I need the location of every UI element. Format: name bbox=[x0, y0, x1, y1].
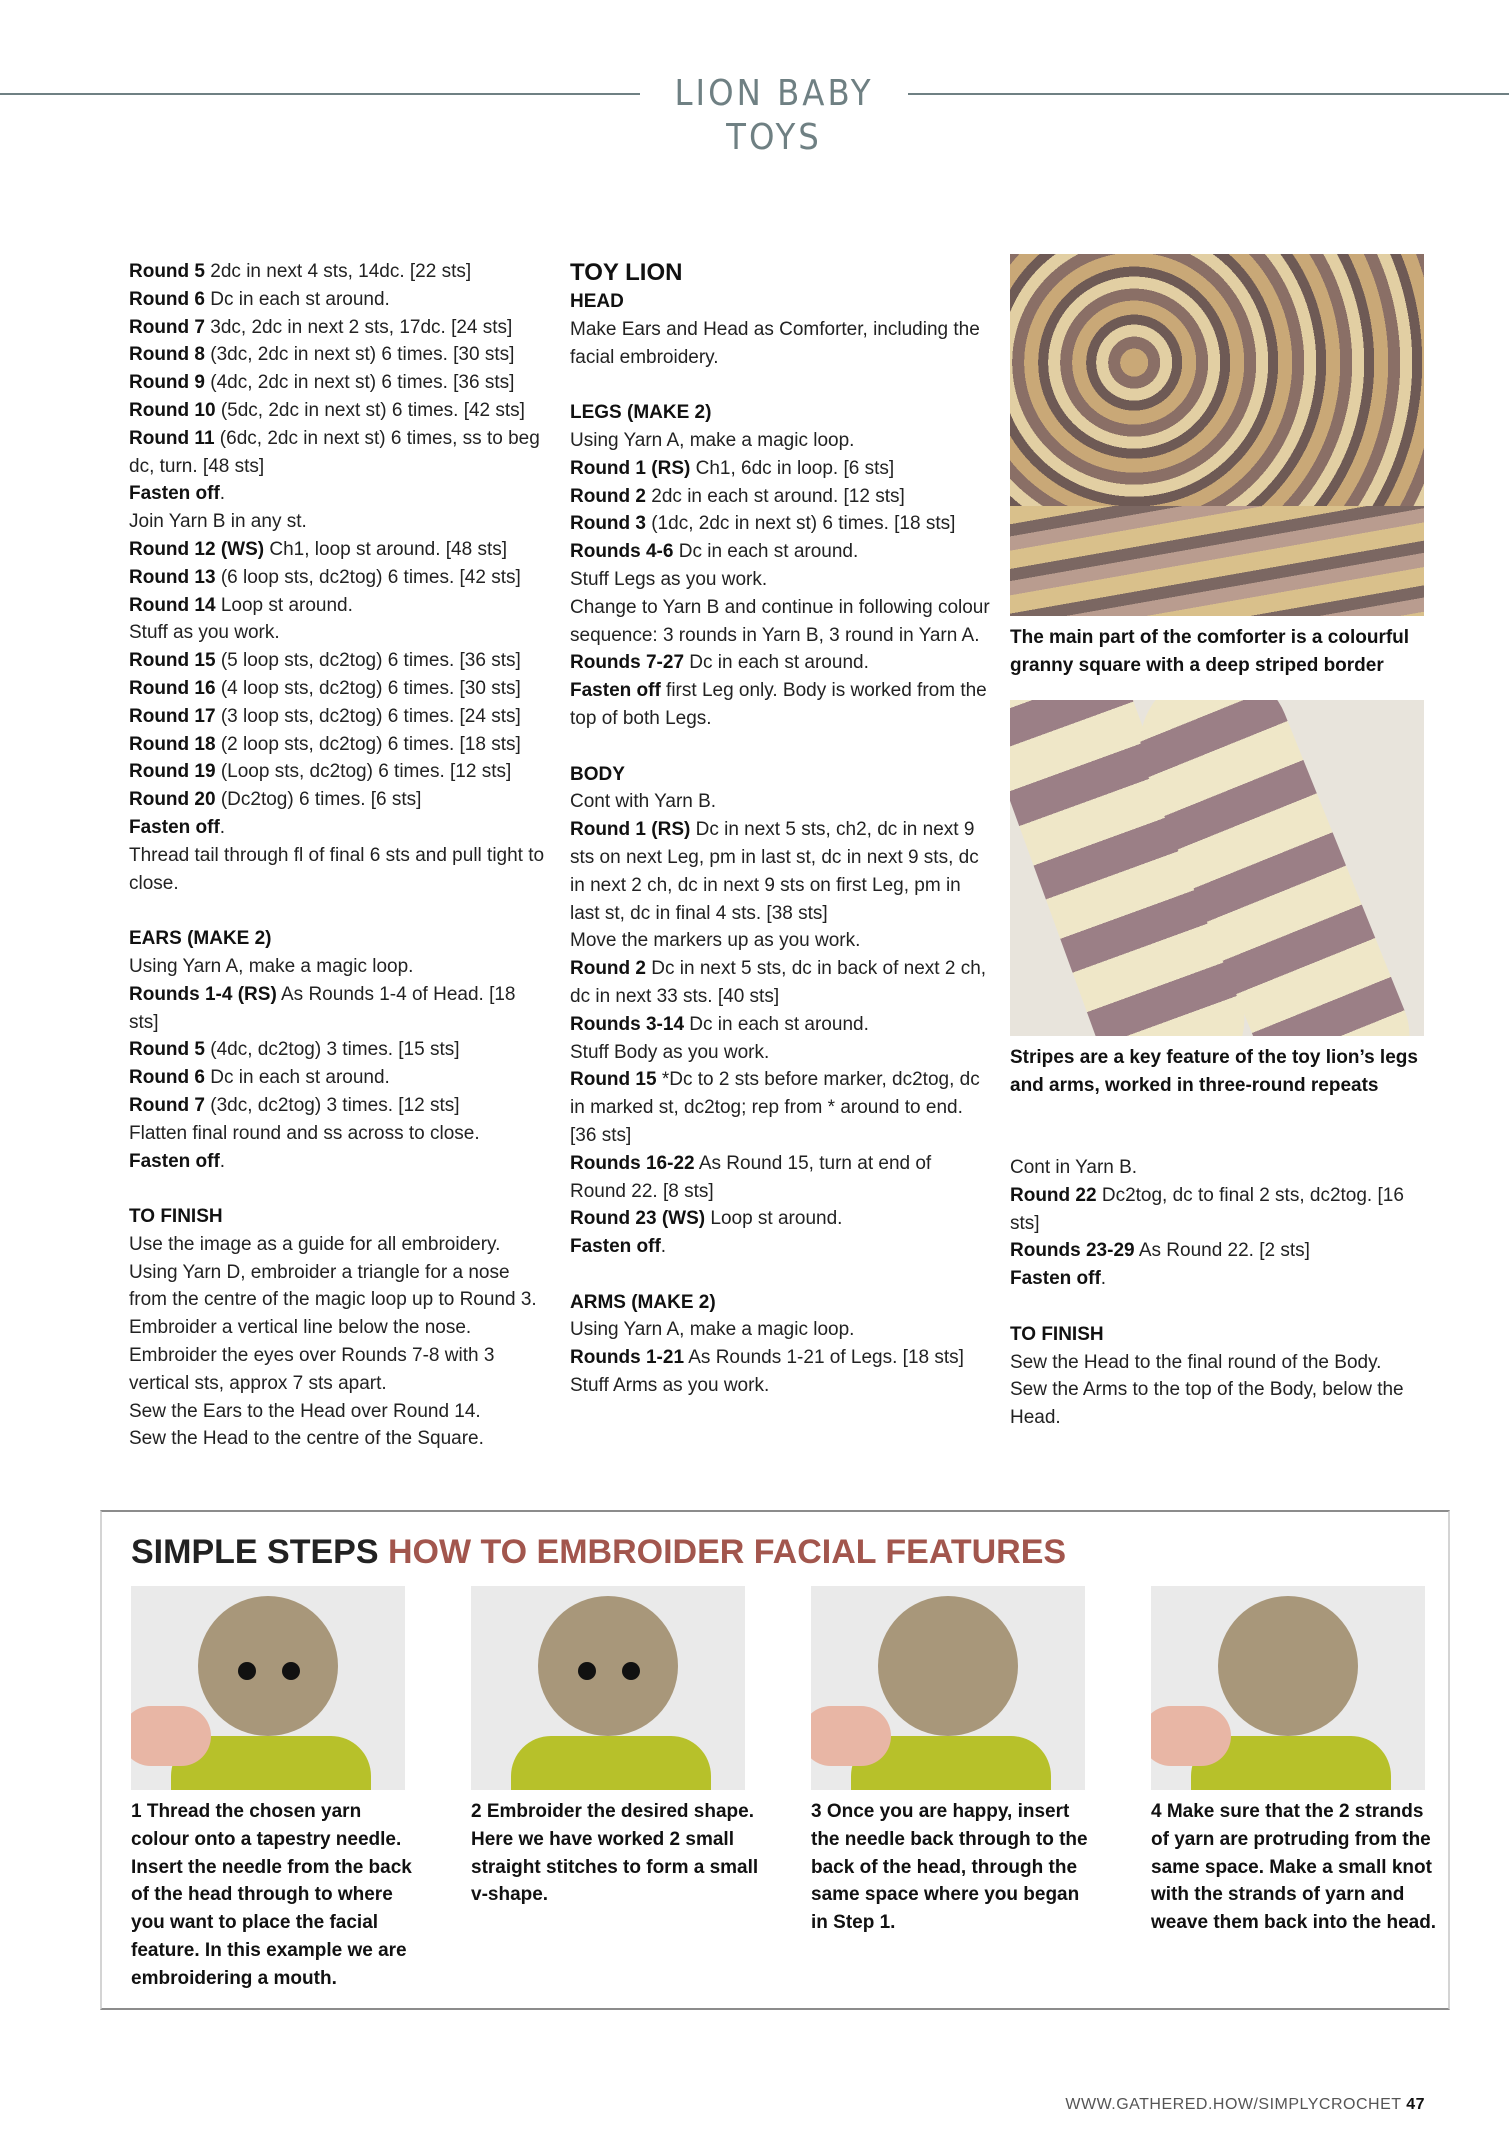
instruction-line: Move the markers up as you work. bbox=[570, 930, 861, 952]
instruction-line: Cont with Yarn B. bbox=[570, 791, 717, 813]
step-3-photo bbox=[811, 1586, 1085, 1790]
instruction-line: Round 15 *Dc to 2 sts before marker, dc2tog, dc in marked st, dc2tog; rep from * around to end. [36 sts] bbox=[570, 1069, 980, 1146]
instruction-line: Round 22 Dc2tog, dc to final 2 sts, dc2tog. [16 sts] bbox=[1010, 1184, 1404, 1234]
instruction-line: Round 7 (3dc, dc2tog) 3 times. [12 sts] bbox=[129, 1094, 460, 1116]
instruction-line: Round 16 (4 loop sts, dc2tog) 6 times. [30 sts] bbox=[129, 677, 521, 699]
instruction-line: Stuff as you work. bbox=[129, 622, 280, 644]
step-2-text: 2 Embroider the desired shape. Here we have worked 2 small straight stitches to form a small v-shape. bbox=[471, 1801, 759, 1906]
steps-title: SIMPLE STEPS HOW TO EMBROIDER FACIAL FEATURES bbox=[131, 1533, 1067, 1571]
step-3-text: 3 Once you are happy, insert the needle back through to the back of the head, through the same space where you began in Step 1. bbox=[811, 1801, 1088, 1934]
instruction-line: Round 5 2dc in next 4 sts, 14dc. [22 sts] bbox=[129, 261, 472, 282]
step-1-text: 1 Thread the chosen yarn colour onto a tapestry needle. Insert the needle from the back of the head through to where you want to place the facial feature. In this example we are embroidering a mouth. bbox=[131, 1801, 412, 1989]
header-rule-right bbox=[908, 93, 1509, 95]
instruction-line: Round 13 (6 loop sts, dc2tog) 6 times. [42 sts] bbox=[129, 566, 521, 588]
instruction-line: Fasten off. bbox=[129, 1150, 226, 1172]
instruction-line: Round 2 Dc in next 5 sts, dc in back of next 2 ch, dc in next 33 sts. [40 sts] bbox=[570, 958, 987, 1007]
instruction-line: Use the image as a guide for all embroidery. bbox=[129, 1233, 501, 1255]
instruction-line: Round 6 Dc in each st around. bbox=[129, 1067, 390, 1089]
instruction-line: Round 23 (WS) Loop st around. bbox=[570, 1208, 843, 1230]
section-heading-finish: TO FINISH bbox=[1010, 1323, 1104, 1345]
instruction-line: Sew the Ears to the Head over Round 14. bbox=[129, 1400, 481, 1422]
instruction-line: Rounds 16-22 As Round 15, turn at end of Round 22. [8 sts] bbox=[570, 1152, 932, 1202]
step-4-photo bbox=[1151, 1586, 1425, 1790]
page-footer bbox=[1040, 2094, 1425, 2116]
column-3-text bbox=[1010, 1154, 1410, 1432]
instruction-line: Fasten off. bbox=[570, 1236, 667, 1258]
instruction-line: Round 5 (4dc, dc2tog) 3 times. [15 sts] bbox=[129, 1039, 460, 1061]
instruction-line: Fasten off. bbox=[129, 816, 226, 838]
step-2-photo bbox=[471, 1586, 745, 1790]
instruction-line: Rounds 23-29 As Round 22. [2 sts] bbox=[1010, 1240, 1310, 1262]
instruction-line: Round 10 (5dc, 2dc in next st) 6 times. [42 sts] bbox=[129, 399, 525, 421]
instruction-line: Rounds 7-27 Dc in each st around. bbox=[570, 652, 869, 674]
instruction-line: Thread tail through fl of final 6 sts and pull tight to close. bbox=[129, 844, 545, 894]
running-header bbox=[0, 72, 1509, 158]
step-4-text: 4 Make sure that the 2 strands of yarn are protruding from the same space. Make a small knot with the strands of yarn and weave them back into the head. bbox=[1151, 1801, 1437, 1934]
striped-border bbox=[1010, 506, 1424, 616]
instruction-line: Flatten final round and ss across to close. bbox=[129, 1122, 480, 1144]
instruction-line: Round 2 2dc in each st around. [12 sts] bbox=[570, 485, 905, 507]
instruction-line: Cont in Yarn B. bbox=[1010, 1157, 1138, 1178]
page-number: 47 bbox=[1406, 2096, 1425, 2113]
instruction-line: Stuff Body as you work. bbox=[570, 1041, 770, 1063]
column-1 bbox=[129, 258, 549, 1453]
header-rule-left bbox=[0, 93, 640, 95]
toy-lion-title: TOY LION bbox=[570, 259, 683, 286]
footer-url: WWW.GATHERED.HOW/SIMPLYCROCHET bbox=[1065, 2096, 1402, 2113]
instruction-line: Round 20 (Dc2tog) 6 times. [6 sts] bbox=[129, 789, 422, 811]
instruction-line: Make Ears and Head as Comforter, including the facial embroidery. bbox=[570, 318, 980, 368]
instruction-line: Round 3 (1dc, 2dc in next st) 6 times. [18 sts] bbox=[570, 513, 956, 535]
instruction-line: Round 12 (WS) Ch1, loop st around. [48 sts] bbox=[129, 538, 508, 560]
instruction-line: Round 9 (4dc, 2dc in next st) 6 times. [36 sts] bbox=[129, 372, 515, 394]
instruction-line: Rounds 1-21 As Rounds 1-21 of Legs. [18 sts] bbox=[570, 1347, 964, 1369]
instruction-line: Rounds 3-14 Dc in each st around. bbox=[570, 1013, 869, 1035]
instruction-line: Round 7 3dc, 2dc in next 2 sts, 17dc. [24 sts] bbox=[129, 316, 513, 338]
instruction-line: Round 11 (6dc, 2dc in next st) 6 times, ss to beg dc, turn. [48 sts] bbox=[129, 427, 540, 477]
instruction-line: Round 8 (3dc, 2dc in next st) 6 times. [30 sts] bbox=[129, 344, 515, 366]
instruction-line: Round 1 (RS) Dc in next 5 sts, ch2, dc in next 9 sts on next Leg, pm in last st, dc in next 9 sts, dc in next 2 ch, dc in next 9 sts on first Leg, pm in last st, dc in final 4 sts. [38 sts] bbox=[570, 819, 979, 924]
simple-steps-panel bbox=[100, 1510, 1450, 2010]
instruction-line: Using Yarn A, make a magic loop. bbox=[570, 1319, 855, 1341]
instruction-line: Round 18 (2 loop sts, dc2tog) 6 times. [18 sts] bbox=[129, 733, 521, 755]
instruction-line: Round 6 Dc in each st around. bbox=[129, 288, 390, 310]
instruction-line: Fasten off first Leg only. Body is worked from the top of both Legs. bbox=[570, 680, 987, 729]
instruction-line: Round 19 (Loop sts, dc2tog) 6 times. [12 sts] bbox=[129, 761, 512, 783]
section-heading-ears: EARS (MAKE 2) bbox=[129, 928, 272, 950]
instruction-line: Embroider the eyes over Rounds 7-8 with 3 vertical sts, approx 7 sts apart. bbox=[129, 1345, 495, 1394]
section-heading-body: BODY bbox=[570, 763, 625, 785]
section-heading-head: HEAD bbox=[570, 291, 624, 312]
instruction-line: Sew the Head to the centre of the Square. bbox=[129, 1428, 484, 1450]
instruction-line: Stuff Legs as you work. bbox=[570, 568, 768, 590]
instruction-line: Join Yarn B in any st. bbox=[129, 511, 307, 533]
instruction-line: Rounds 1-4 (RS) As Rounds 1-4 of Head. [18 sts] bbox=[129, 983, 516, 1033]
striped-legs-photo bbox=[1010, 700, 1424, 1036]
granny-square-photo bbox=[1010, 254, 1424, 616]
section-heading-finish: TO FINISH bbox=[129, 1206, 223, 1228]
photo-caption: The main part of the comforter is a colourful granny square with a deep striped border bbox=[1010, 627, 1410, 676]
instruction-line: Round 14 Loop st around. bbox=[129, 594, 353, 616]
instruction-line: Using Yarn A, make a magic loop. bbox=[129, 955, 414, 977]
instruction-line: Rounds 4-6 Dc in each st around. bbox=[570, 541, 859, 563]
instruction-line: Stuff Arms as you work. bbox=[570, 1375, 770, 1397]
section-heading-arms: ARMS (MAKE 2) bbox=[570, 1291, 716, 1313]
column-2 bbox=[570, 258, 990, 1400]
instruction-line: Sew the Head to the final round of the Body. bbox=[1010, 1351, 1382, 1373]
photo-caption: Stripes are a key feature of the toy lion’s legs and arms, worked in three-round repeats bbox=[1010, 1047, 1418, 1096]
instruction-line: Using Yarn D, embroider a triangle for a nose from the centre of the magic loop up to Round 3. Embroider a vertical line below the nose. bbox=[129, 1261, 537, 1339]
instruction-line: Round 15 (5 loop sts, dc2tog) 6 times. [36 sts] bbox=[129, 650, 521, 672]
instruction-line: Fasten off. bbox=[129, 483, 226, 505]
instruction-line: Using Yarn A, make a magic loop. bbox=[570, 429, 855, 451]
section-title: LION BABY TOYS bbox=[674, 73, 874, 158]
instruction-line: Change to Yarn B and continue in following colour sequence: 3 rounds in Yarn B, 3 round in Yarn A. bbox=[570, 596, 990, 646]
instruction-line: Sew the Arms to the top of the Body, below the Head. bbox=[1010, 1379, 1404, 1429]
instruction-line: Round 17 (3 loop sts, dc2tog) 6 times. [24 sts] bbox=[129, 705, 521, 727]
section-heading-legs: LEGS (MAKE 2) bbox=[570, 402, 712, 424]
step-1-photo bbox=[131, 1586, 405, 1790]
instruction-line: Fasten off. bbox=[1010, 1268, 1107, 1290]
instruction-line: Round 1 (RS) Ch1, 6dc in loop. [6 sts] bbox=[570, 457, 895, 479]
